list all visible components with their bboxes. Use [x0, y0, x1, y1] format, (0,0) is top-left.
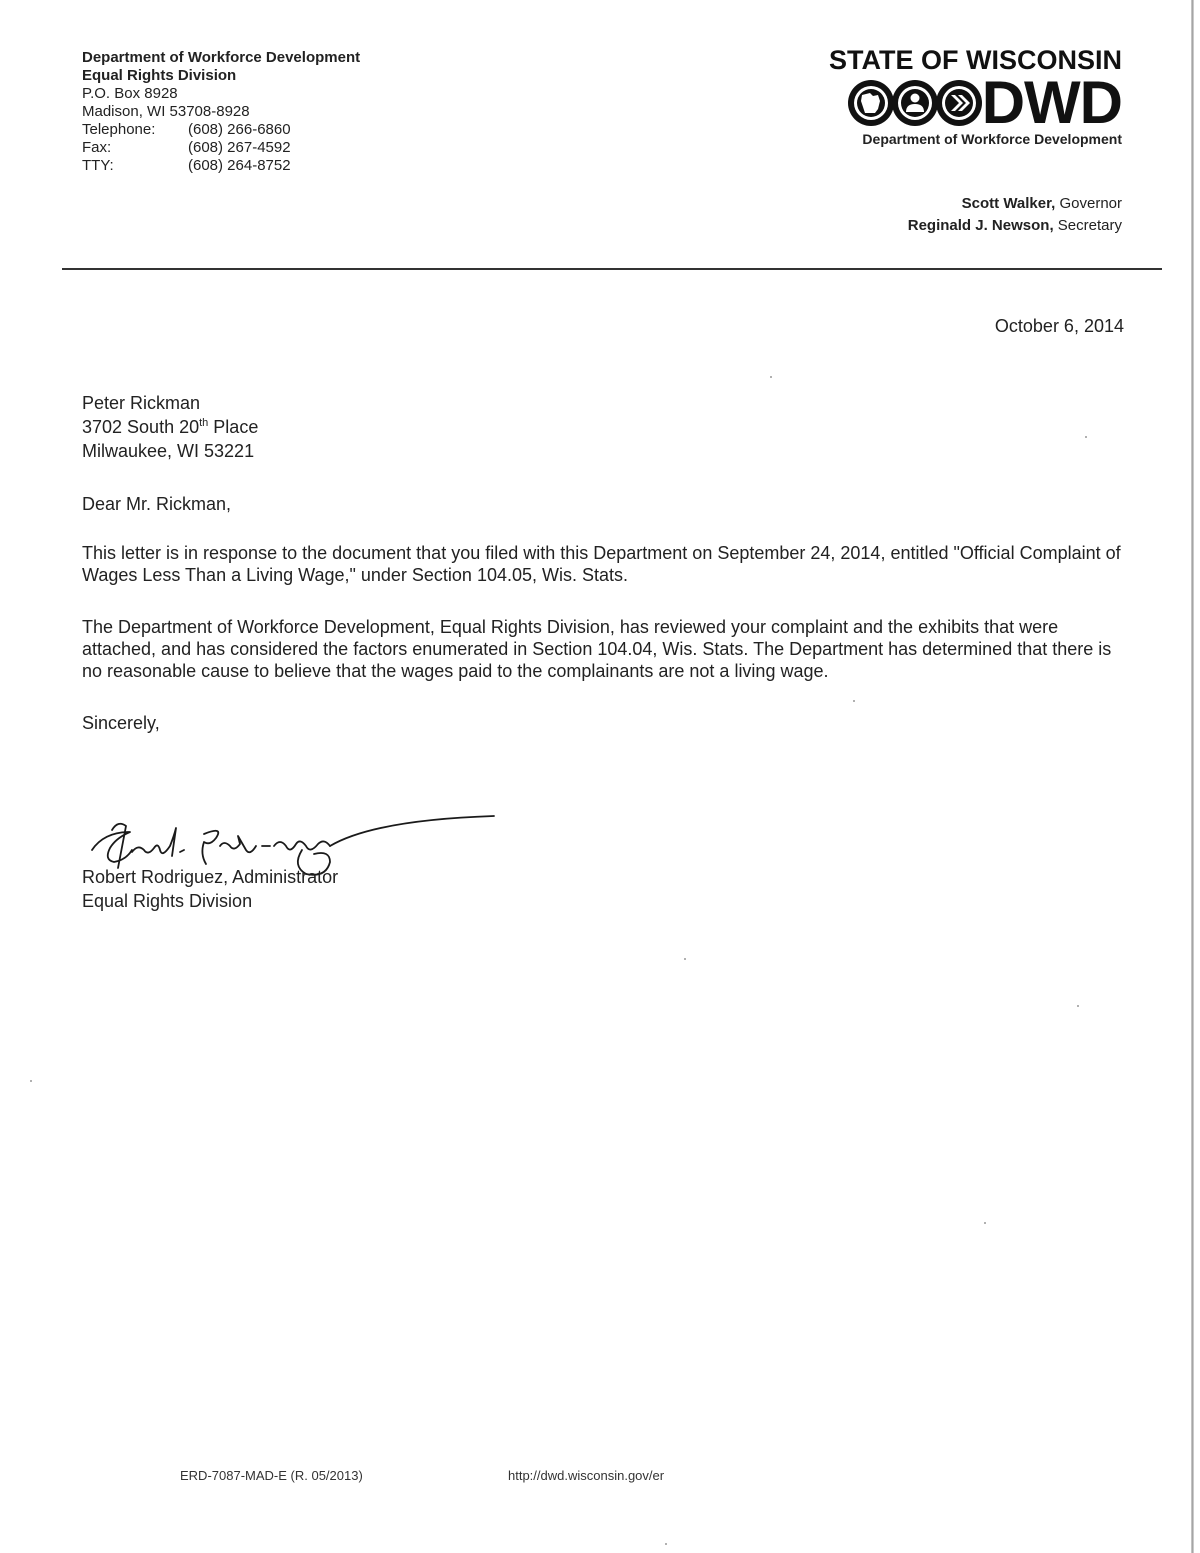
street-number: 3702 South 20 — [82, 417, 200, 437]
recipient-city: Milwaukee, WI 53221 — [82, 441, 255, 461]
salutation: Dear Mr. Rickman, — [82, 494, 232, 514]
official-title: Secretary — [1057, 217, 1122, 234]
contact-value: (608) 266-6860 — [188, 121, 291, 138]
signer-block — [82, 865, 338, 913]
scan-edge — [1191, 0, 1194, 1553]
header-divider — [62, 268, 1162, 270]
official-name: Reginald J. Newson, — [907, 217, 1054, 234]
scan-speck — [1077, 1005, 1079, 1007]
recipient-name: Peter Rickman — [82, 393, 201, 413]
contact-label: Fax: — [82, 139, 112, 156]
logo-mark-row — [812, 69, 1122, 136]
contact-row-telephone — [82, 121, 360, 139]
body-paragraph-2: The Department of Workforce Development, Equal Rights Division, has reviewed your complaint and the exhibits that were attached, and has considered the factors enumerated in Section 104.04, Wis. Stats. The Department has determined that there is no reasonable cause to believe that the wages paid to the complainants are not a living wage. — [82, 617, 1112, 681]
logo-department-name: Department of Workforce Development — [862, 131, 1122, 147]
scan-speck — [770, 376, 772, 378]
contact-label: Telephone: — [82, 121, 156, 138]
closing: Sincerely, — [82, 713, 160, 733]
officials-block — [908, 193, 1122, 237]
sender-city: Madison, WI 53708-8928 — [82, 103, 250, 120]
contact-value: (608) 264-8752 — [188, 157, 291, 174]
sender-block — [82, 49, 360, 175]
official-title: Governor — [1059, 195, 1122, 212]
dwd-logo — [812, 45, 1122, 147]
scan-speck — [684, 958, 686, 960]
sender-department: Department of Workforce Development — [82, 49, 361, 66]
official-governor — [908, 193, 1122, 215]
scan-speck — [30, 1080, 32, 1082]
official-secretary — [908, 215, 1122, 237]
form-number: ERD-7087-MAD-E (R. 05/2013) — [180, 1468, 363, 1483]
contact-value: (608) 267-4592 — [188, 139, 291, 156]
logo-state-name: STATE OF WISCONSIN — [829, 45, 1122, 75]
street-ordinal: th — [199, 417, 209, 429]
scan-speck — [1085, 436, 1087, 438]
contact-row-tty — [82, 157, 360, 175]
contact-row-fax — [82, 139, 360, 157]
street-suffix: Place — [208, 417, 259, 437]
body-paragraph-1: This letter is in response to the document that you filed with this Department on September 24, 2014, entitled "Official Complaint of Wages Less Than a Living Wage," under Section 104.05, Wis. Stats. — [82, 543, 1121, 585]
logo-icons — [848, 80, 980, 126]
letter-date: October 6, 2014 — [994, 316, 1124, 336]
signer-division: Equal Rights Division — [82, 891, 253, 911]
contact-label: TTY: — [82, 157, 114, 174]
footer-url[interactable]: http://dwd.wisconsin.gov/er — [508, 1468, 665, 1483]
signer-name-title: Robert Rodriguez, Administrator — [82, 867, 339, 887]
scan-speck — [665, 1543, 667, 1545]
recipient-address — [82, 391, 258, 463]
recipient-street — [82, 415, 258, 439]
scan-speck — [984, 1222, 986, 1224]
official-name: Scott Walker, — [961, 195, 1056, 212]
wisconsin-map-icon — [848, 80, 894, 126]
forward-arrows-icon — [936, 80, 982, 126]
logo-acronym: DWD — [981, 69, 1122, 136]
sender-po-box: P.O. Box 8928 — [82, 85, 178, 102]
scan-speck — [853, 700, 855, 702]
person-icon — [892, 80, 938, 126]
sender-division: Equal Rights Division — [82, 67, 237, 84]
